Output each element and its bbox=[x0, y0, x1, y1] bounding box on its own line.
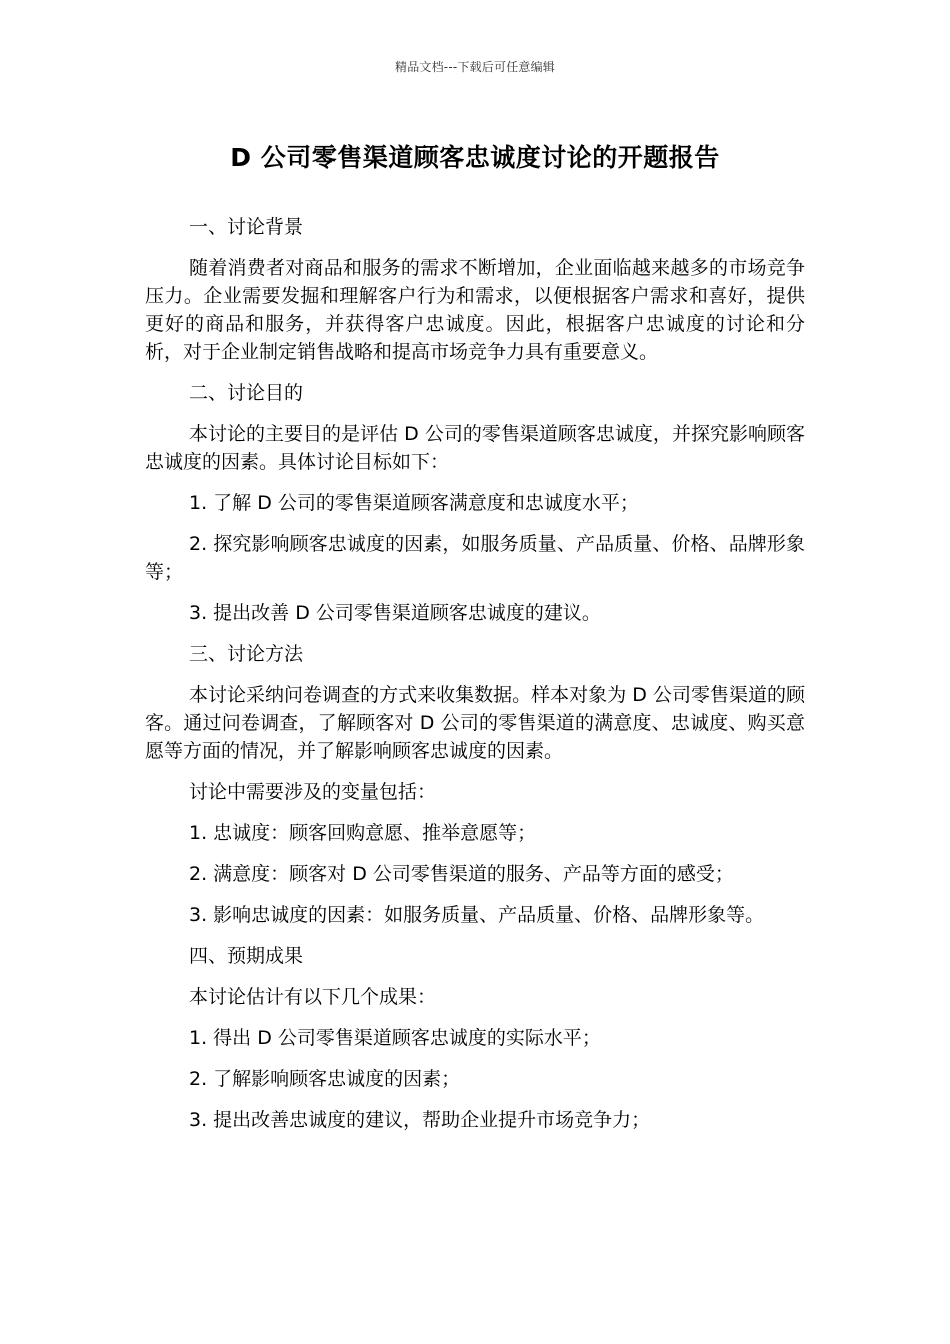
list-item-variable-3: 3. 影响忠诚度的因素：如服务质量、产品质量、价格、品牌形象等。 bbox=[189, 904, 765, 926]
list-item-purpose-2: 2. 探究影响顾客忠诚度的因素，如服务质量、产品质量、价格、品牌形象等； bbox=[145, 533, 805, 583]
paragraph-outcomes-intro: 本讨论估计有以下几个成果： bbox=[189, 986, 437, 1008]
paragraph-purpose: 本讨论的主要目的是评估 D 公司的零售渠道顾客忠诚度，并探究影响顾客忠诚度的因素。具体讨论目标如下： bbox=[145, 423, 805, 473]
document-body bbox=[145, 213, 805, 1147]
list-item-outcome-3: 3. 提出改善忠诚度的建议，帮助企业提升市场竞争力； bbox=[189, 1109, 651, 1131]
list-item-outcome-1: 1. 得出 D 公司零售渠道顾客忠诚度的实际水平； bbox=[189, 1027, 601, 1049]
paragraph-variables-intro: 讨论中需要涉及的变量包括： bbox=[189, 781, 437, 803]
section-heading-method: 三、讨论方法 bbox=[189, 643, 304, 665]
section-heading-purpose: 二、讨论目的 bbox=[189, 382, 304, 404]
list-item-variable-2: 2. 满意度：顾客对 D 公司零售渠道的服务、产品等方面的感受； bbox=[189, 863, 734, 885]
list-item-purpose-1: 1. 了解 D 公司的零售渠道顾客满意度和忠诚度水平； bbox=[189, 492, 639, 514]
paragraph-method: 本讨论采纳问卷调查的方式来收集数据。样本对象为 D 公司零售渠道的顾客。通过问卷调查，了解顾客对 D 公司的零售渠道的满意度、忠诚度、购买意愿等方面的情况，并了解影响顾客忠诚度的因素。 bbox=[145, 684, 805, 762]
paragraph-background: 随着消费者对商品和服务的需求不断增加，企业面临越来越多的市场竞争压力。企业需要发掘和理解客户行为和需求，以便根据客户需求和喜好，提供更好的商品和服务，并获得客户忠诚度。因此，根据客户忠诚度的讨论和分析，对于企业制定销售战略和提高市场竞争力具有重要意义。 bbox=[145, 257, 805, 363]
section-heading-background: 一、讨论背景 bbox=[189, 216, 304, 238]
page-header-note: 精品文档---下载后可任意编辑 bbox=[395, 60, 555, 74]
list-item-variable-1: 1. 忠诚度：顾客回购意愿、推举意愿等； bbox=[189, 822, 537, 844]
list-item-purpose-3: 3. 提出改善 D 公司零售渠道顾客忠诚度的建议。 bbox=[189, 602, 601, 624]
section-heading-outcomes: 四、预期成果 bbox=[189, 945, 304, 967]
document-title: D 公司零售渠道顾客忠诚度讨论的开题报告 bbox=[230, 143, 720, 172]
list-item-outcome-2: 2. 了解影响顾客忠诚度的因素； bbox=[189, 1068, 461, 1090]
